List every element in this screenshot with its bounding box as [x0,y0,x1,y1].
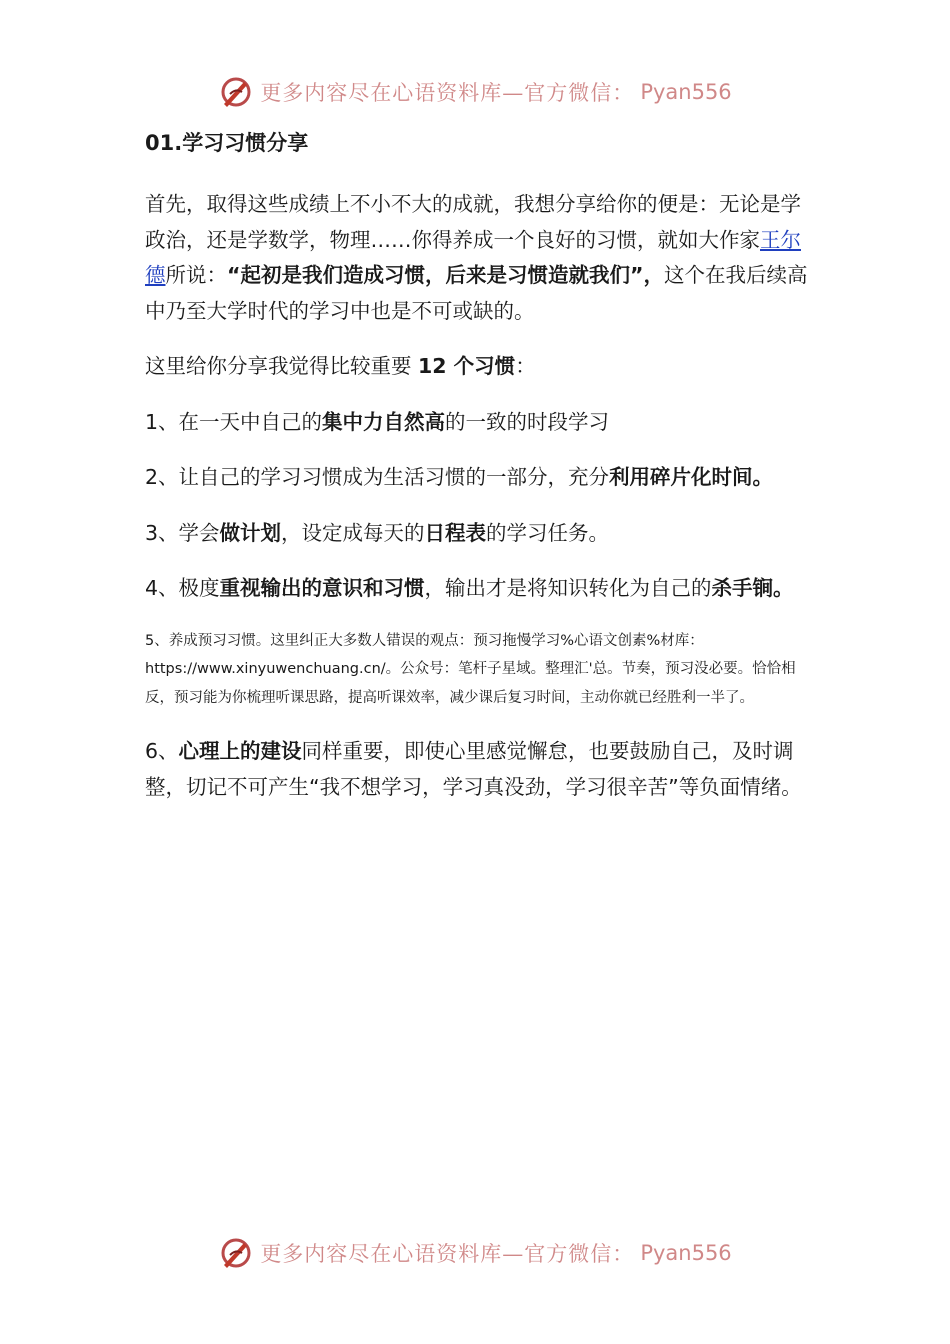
habit-6-tail: 同样重要，即使心里感觉懈怠，也要鼓励自己，及时调整，切记不可产生“我不想学习，学习真没劲，学习很辛苦”等负面情绪。 [145,739,802,799]
habit-6-text: 6、 [145,739,179,763]
habit-item-3 [145,516,810,552]
habit-item-1 [145,405,810,441]
habit-1-bold: 集中力自然高 [322,409,446,434]
habit-2-bold: 利用碎片化时间。 [609,465,774,489]
habit-3-tail: 的学习任务。 [486,520,610,545]
footer-banner [0,1233,950,1273]
habit-4-bold-1: 重视输出的意识和习惯 [219,576,425,600]
habit-3-bold-2: 日程表 [424,520,487,545]
banner-wechat-id: Pyan556 [640,1241,732,1265]
habit-item-5: 5、养成预习习惯。这里纠正大多数人错误的观点：预习拖慢学习%心语文创素%材库：https://www.xinyuwenchuang.cn/。公众号：笔杆子星域。整理汇'总。节奏，预习没必要。恰恰相反，预习能为你梳理听课思路，提高听课效率，减少课后复习时间，主动你就已经胜利一半了。 [145,632,796,706]
habits-count: 12 个习惯 [418,354,516,378]
wilde-link[interactable]: 王尔德 [145,227,801,287]
document-body [145,125,810,825]
habits-intro-text: 这里给你分享我觉得比较重要 [145,354,419,378]
habit-2-text: 2、让自己的学习习惯成为生活习惯的一部分，充分 [145,465,610,489]
banner-wechat-id: Pyan556 [640,80,732,104]
habit-3-bold-1: 做计划 [219,520,282,545]
pen-logo-icon [218,1235,254,1271]
habit-item-6 [145,734,810,805]
habit-4-mid: ，输出才是将知识转化为自己的 [424,576,712,600]
intro-said: 所说： [165,263,227,287]
banner-text: 更多内容尽在心语资料库—官方微信： [260,81,635,105]
habit-6-bold: 心理上的建设 [178,739,302,763]
intro-paragraph [145,187,810,329]
habit-item-4 [145,571,810,607]
habit-3-text: 3、学会 [145,520,220,545]
intro-quote: “起初是我们造成习惯，后来是习惯造就我们”， [227,263,664,287]
pen-logo-icon [218,74,254,110]
habit-3-mid: ，设定成每天的 [281,520,425,545]
habit-4-bold-2: 杀手锏。 [711,576,794,600]
header-banner [0,72,950,112]
habit-1-text: 1、在一天中自己的 [145,409,323,434]
section-title: 01.学习习惯分享 [145,131,309,155]
intro-tail: 这个在我后续高中乃至大学时代的学习中也是不可或缺的。 [145,263,808,323]
banner-text: 更多内容尽在心语资料库—官方微信： [260,1242,635,1266]
intro-text: 首先，取得这些成绩上不小不大的成就，我想分享给你的便是：无论是学政治，还是学数学，物理……你得养成一个良好的习惯，就如大作家 [145,192,801,252]
habits-intro [145,349,810,385]
habit-4-text: 4、极度 [145,576,220,600]
habits-colon: ： [515,354,536,378]
habit-item-2 [145,460,810,496]
habit-1-tail: 的一致的时段学习 [445,409,610,434]
